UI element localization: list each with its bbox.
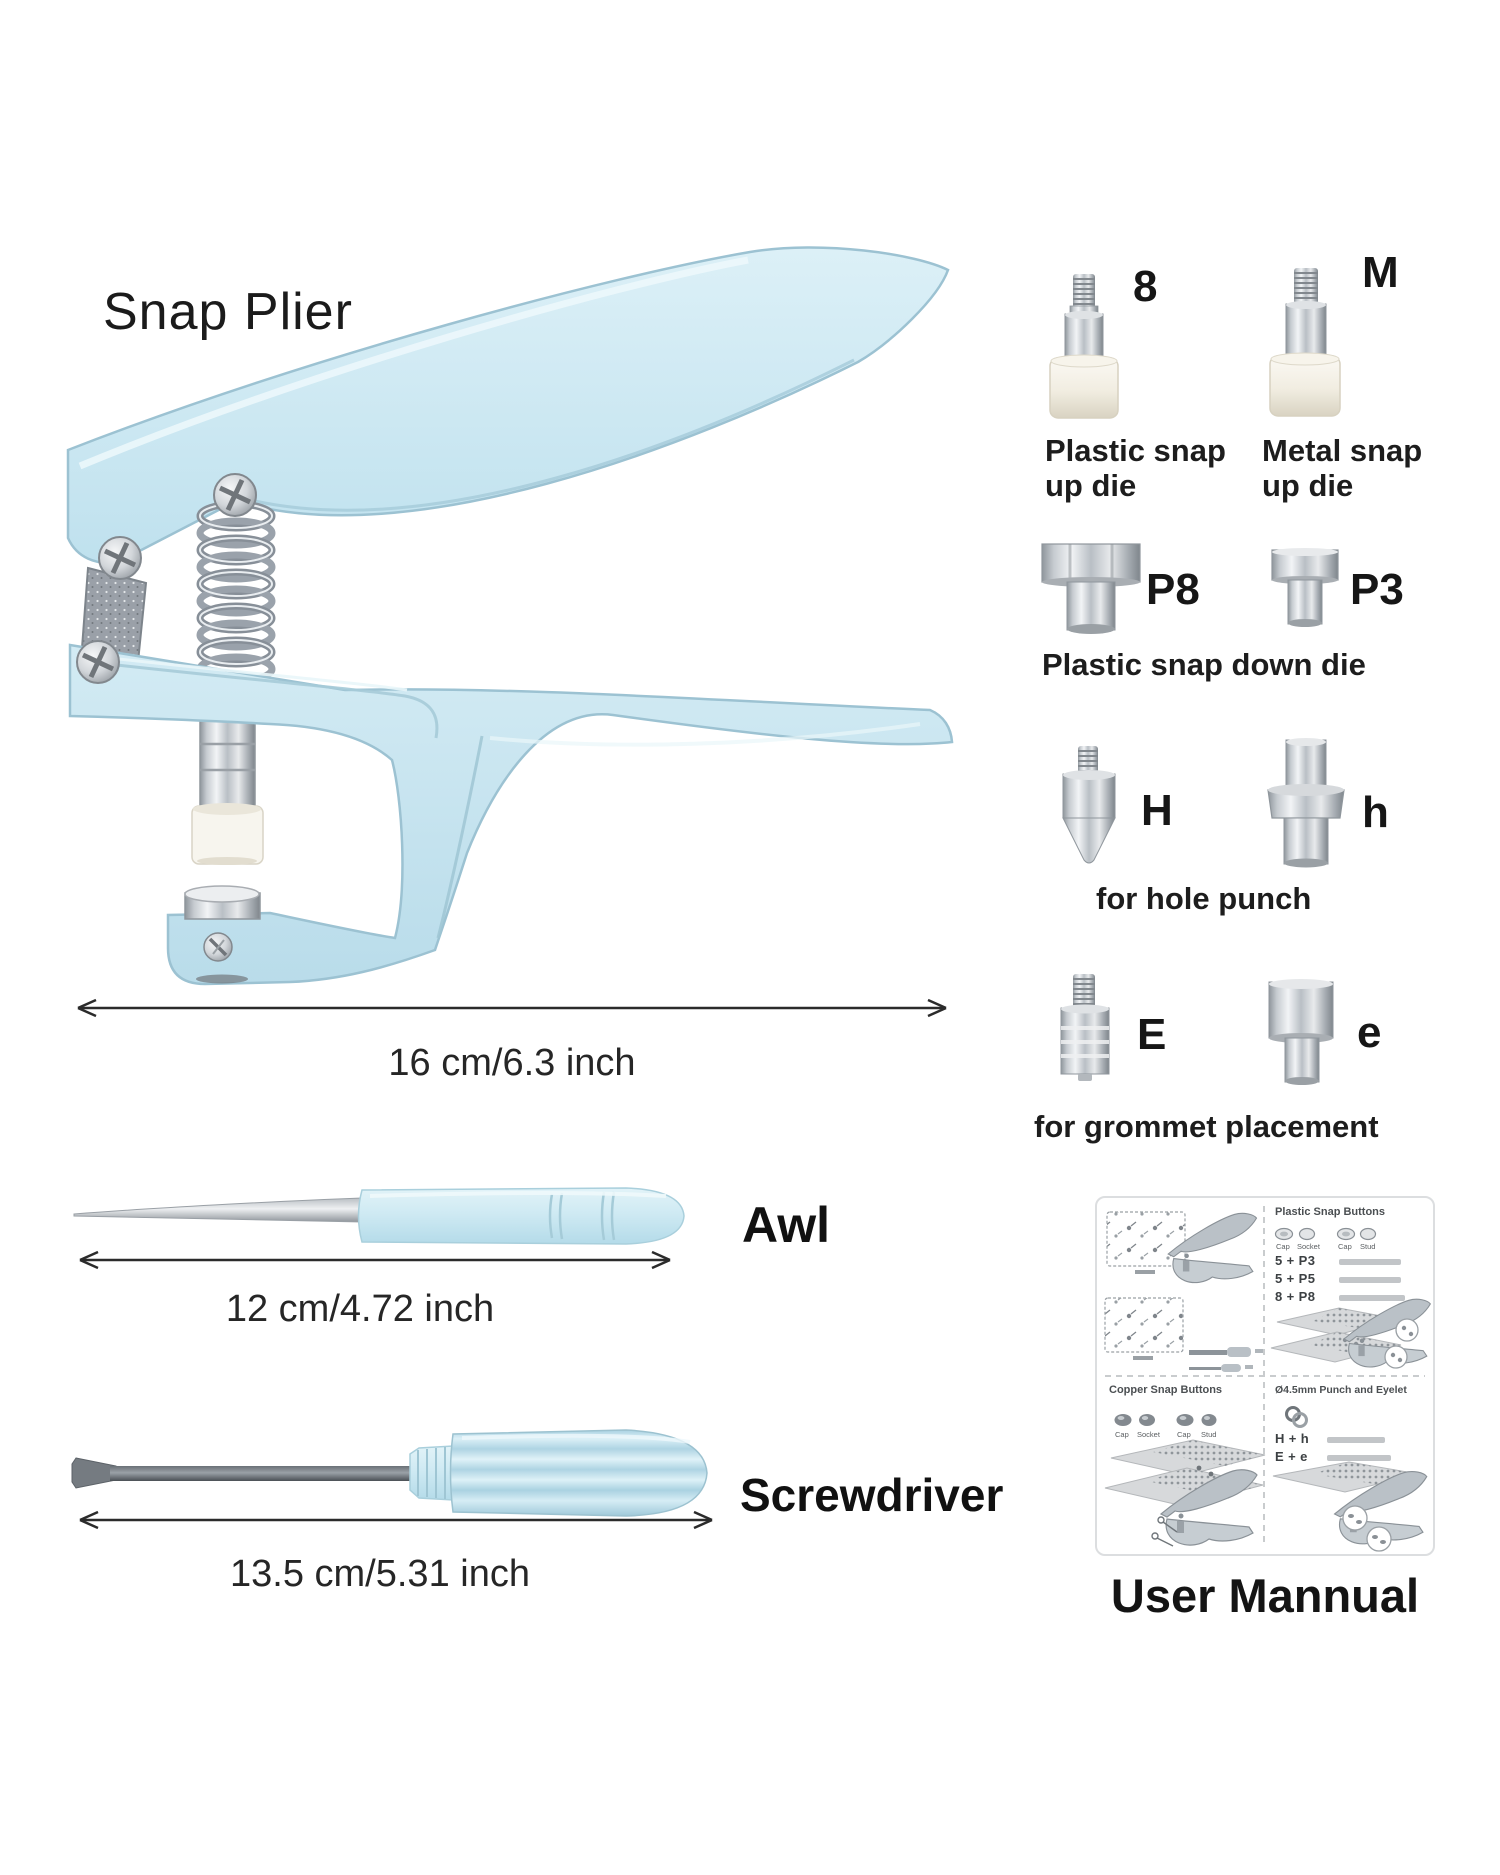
die-e-big-code: E: [1137, 1010, 1167, 1059]
screwdriver-label: Screwdriver: [740, 1469, 1004, 1521]
down-die-label: Plastic snap down die: [1042, 647, 1366, 682]
die-h-big-code: H: [1141, 786, 1173, 835]
grommet-label: for grommet placement: [1034, 1109, 1379, 1144]
manual-combo: 8 + P8: [1275, 1289, 1316, 1304]
screwdriver-dimension-arrow: [74, 1508, 718, 1532]
spring: [200, 504, 272, 681]
die-p8-code: P8: [1146, 565, 1200, 614]
die-e-small-code: e: [1357, 1008, 1382, 1057]
die-m-code: M: [1362, 248, 1399, 297]
manual-part-label: Cap: [1276, 1242, 1290, 1251]
hole-punch-label: for hole punch: [1096, 881, 1312, 916]
manual-combo: 5 + P3: [1275, 1253, 1316, 1268]
manual-part-label: Stud: [1201, 1430, 1217, 1439]
plunger-tip: [192, 803, 263, 865]
manual-punch-eyelet-title: Ø4.5mm Punch and Eyelet: [1275, 1384, 1407, 1396]
manual-part-label: Cap: [1115, 1430, 1129, 1439]
manual-plastic-snap-title: Plastic Snap Buttons: [1275, 1206, 1386, 1218]
manual-part-label: Socket: [1297, 1242, 1320, 1251]
die-p8-illustration: [1038, 538, 1144, 636]
die-m-illustration: [1262, 266, 1348, 418]
plier-dimension-arrow: [72, 996, 952, 1020]
die-e-big-illustration: [1052, 972, 1118, 1096]
user-manual-thumbnail: [1095, 1196, 1435, 1556]
manual-part-label: Cap: [1338, 1242, 1352, 1251]
plastic-up-die-label: Plastic snap up die: [1045, 433, 1226, 503]
user-manual-graphics: [1097, 1198, 1433, 1554]
manual-part-label: Socket: [1137, 1430, 1160, 1439]
awl-dimension-arrow: [74, 1248, 676, 1272]
awl-dimension-text: 12 cm/4.72 inch: [225, 1288, 495, 1330]
die-8-code: 8: [1133, 262, 1158, 311]
manual-copper-snap-title: Copper Snap Buttons: [1109, 1384, 1223, 1396]
screwdriver-dimension-text: 13.5 cm/5.31 inch: [230, 1553, 530, 1595]
die-8-illustration: [1042, 272, 1126, 422]
die-h-small-illustration: [1262, 738, 1350, 868]
die-p3-code: P3: [1350, 565, 1404, 614]
screwdriver-illustration: [70, 1422, 750, 1522]
awl-illustration: [70, 1180, 830, 1252]
die-p3-illustration: [1268, 546, 1342, 630]
page-title: Snap Plier: [103, 283, 353, 341]
die-h-big-illustration: [1056, 744, 1122, 868]
manual-combo: H + h: [1275, 1431, 1310, 1446]
die-e-small-illustration: [1263, 978, 1341, 1086]
plier-dimension-text: 16 cm/6.3 inch: [388, 1042, 636, 1084]
metal-up-die-label: Metal snap up die: [1262, 433, 1423, 503]
manual-part-label: Stud: [1360, 1242, 1376, 1251]
user-manual-caption: User Mannual: [1110, 1569, 1420, 1622]
manual-combo: E + e: [1275, 1449, 1308, 1464]
die-h-small-code: h: [1362, 788, 1389, 837]
snap-plier-illustration: [50, 238, 960, 1008]
awl-label: Awl: [742, 1197, 830, 1253]
manual-part-label: Cap: [1177, 1430, 1191, 1439]
manual-combo: 5 + P5: [1275, 1271, 1316, 1286]
